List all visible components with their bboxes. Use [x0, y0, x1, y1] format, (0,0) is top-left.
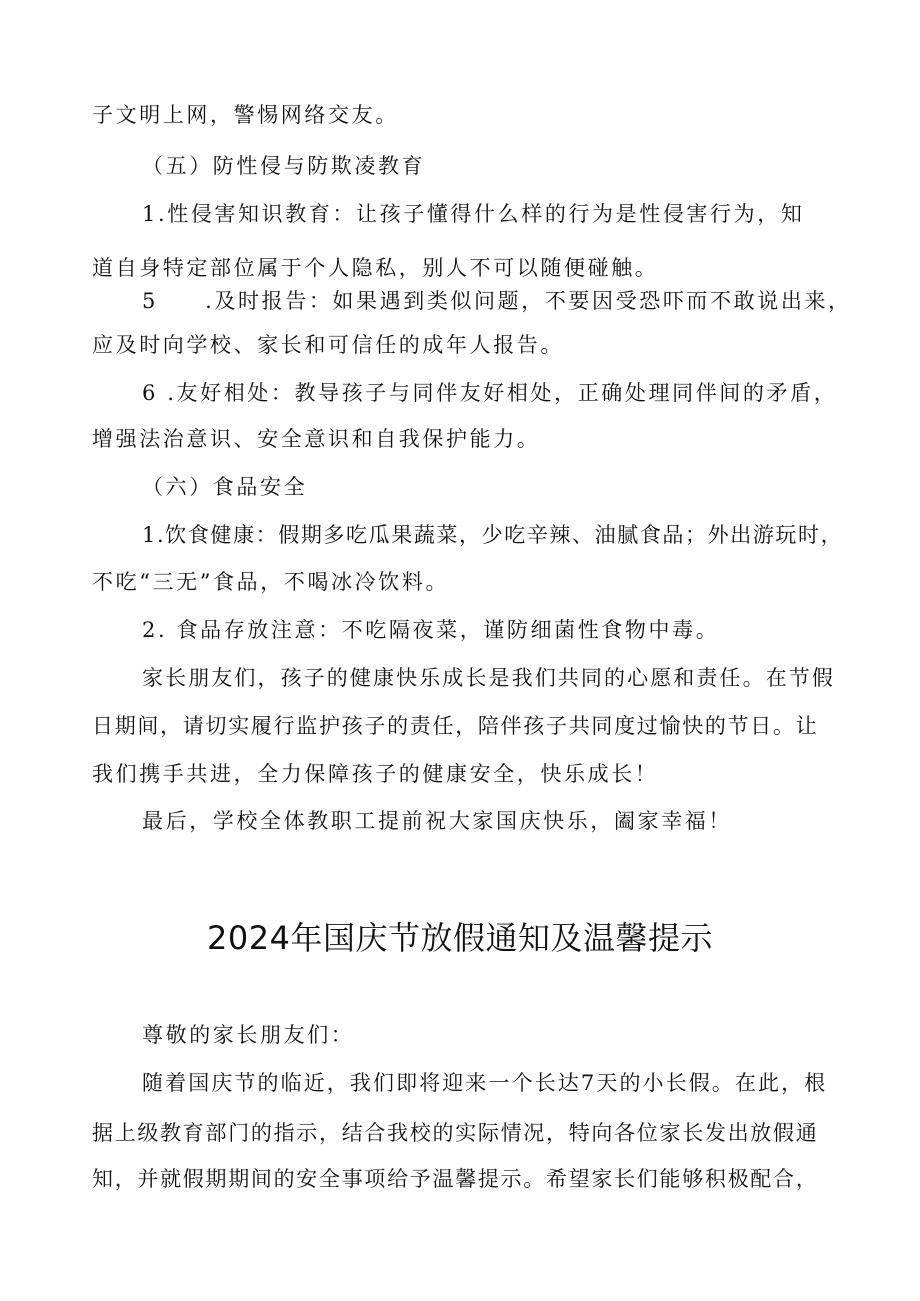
text-line: 不吃“三无”食品，不喝冰冷饮料。 — [92, 570, 450, 594]
text-line: 我们携手共进，全力保障孩子的健康安全，快乐成长！ — [92, 762, 659, 786]
text-line: 家长朋友们，孩子的健康快乐成长是我们共同的心愿和责任。在节假 — [142, 666, 835, 690]
text-line: 1.性侵害知识教育：让孩子懂得什么样的行为是性侵害行为，知 — [142, 202, 805, 226]
section-heading: （六）食品安全 — [142, 475, 308, 499]
text-line: 增强法治意识、安全意识和自我保护能力。 — [92, 427, 541, 451]
page-title: 2024年国庆节放假通知及温馨提示 — [207, 919, 713, 957]
text-line: 5 .及时报告：如果遇到类似问题，不要因受恐吓而不敢说出来， — [142, 289, 852, 313]
text-line: 道自身特定部位属于个人隐私，别人不可以随便碰触。 — [92, 256, 659, 280]
text-line: 子文明上网，警惕网络交友。 — [92, 103, 399, 127]
text-line: 应及时向学校、家长和可信任的成年人报告。 — [92, 333, 564, 357]
text-line: 据上级教育部门的指示，结合我校的实际情况，特向各位家长发出放假通 — [92, 1121, 819, 1145]
salutation: 尊敬的家长朋友们： — [142, 1023, 355, 1047]
text-line: 知，并就假期期间的安全事项给予温馨提示。希望家长们能够积极配合， — [92, 1167, 819, 1191]
text-line: 1.饮食健康：假期多吃瓜果蔬菜，少吃辛辣、油腻食品；外出游玩时， — [142, 523, 844, 547]
text-line: 随着国庆节的临近，我们即将迎来一个长达7天的小长假。在此，根 — [142, 1071, 828, 1095]
text-line: 2. 食品存放注意：不吃隔夜菜，谨防细菌性食物中毒。 — [142, 618, 720, 642]
text-line: 最后，学校全体教职工提前祝大家国庆快乐，阖家幸福！ — [142, 809, 732, 833]
section-heading: （五）防性侵与防欺凌教育 — [142, 154, 426, 178]
text-line: 日期间，请切实履行监护孩子的责任，陪伴孩子共同度过愉快的节日。让 — [92, 714, 819, 738]
text-line: 6 .友好相处：教导孩子与同伴友好相处，正确处理同伴间的矛盾， — [142, 381, 838, 405]
